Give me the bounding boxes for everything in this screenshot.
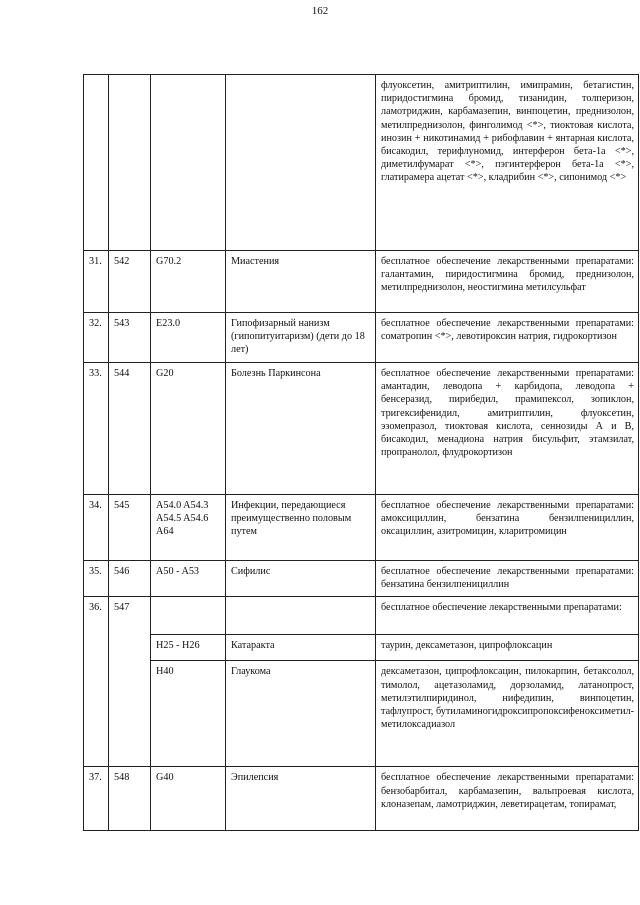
id-cell: 546 — [109, 561, 151, 597]
table-row — [84, 313, 639, 363]
number-cell: 32. — [84, 313, 109, 363]
number-cell: 33. — [84, 363, 109, 495]
drugs-cell: бесплатное обеспечение лекарственными препаратами: бензобарбитал, карбамазепин, вальпроевая кислота, клоназепам, ламотриджин, леветирацетам, топирамат, — [376, 767, 639, 831]
name-cell — [226, 75, 376, 251]
id-cell: 548 — [109, 767, 151, 831]
drugs-cell: бесплатное обеспечение лекарственными препаратами: соматропин <*>, левотироксин натрия, гидрокортизон — [376, 313, 639, 363]
code-cell: G20 — [151, 363, 226, 495]
drugs-cell: флуоксетин, амитриптилин, имипрамин, бетагистин, пиридостигмина бромид, тизанидин, толперизон, ламотриджин, карбамазепин, винпоцетин, преднизолон, метилпреднизолон, финголимод <*>, тиоктовая кислота, инозин + никотинамид + рибофлавин + янтарная кислота, бисакодил, терифлуномид, интерферон бета-1а <*>, диметилфумарат <*>, пэгинтерферон бета-1а <*>, глатирамера ацетат <*>, кладрибин <*>, сипонимод <*> — [376, 75, 639, 251]
number-cell: 34. — [84, 495, 109, 561]
code-cell: A50 - A53 — [151, 561, 226, 597]
code-cell: E23.0 — [151, 313, 226, 363]
code-cell: G40 — [151, 767, 226, 831]
name-cell: Болезнь Паркинсона — [226, 363, 376, 495]
code-cell: G70.2 — [151, 251, 226, 313]
drugs-cell: таурин, дексаметазон, ципрофлоксацин — [376, 635, 639, 661]
code-cell — [151, 597, 226, 635]
id-cell: 544 — [109, 363, 151, 495]
name-cell: Инфекции, передающиеся преимущественно половым путем — [226, 495, 376, 561]
table-row — [84, 251, 639, 313]
id-cell: 547 — [109, 597, 151, 767]
name-cell: Глаукома — [226, 661, 376, 767]
table-row — [84, 767, 639, 831]
drugs-cell: дексаметазон, ципрофлоксацин, пилокарпин, бетаксолол, тимолол, ацетазоламид, дорзоламид, латанопрост, метилэтилпиридинол, нифедипин, винпоцетин, тафлупрост, бутиламиногидроксипропоксифеноксиметил-метилоксадиазол — [376, 661, 639, 767]
table-row — [84, 561, 639, 597]
id-cell: 545 — [109, 495, 151, 561]
number-cell: 31. — [84, 251, 109, 313]
table-row — [84, 597, 639, 635]
name-cell — [226, 597, 376, 635]
number-cell — [84, 75, 109, 251]
drugs-cell: бесплатное обеспечение лекарственными препаратами: амоксициллин, бензатина бензилпенициллин, оксациллин, азитромицин, кларитромицин — [376, 495, 639, 561]
number-cell: 37. — [84, 767, 109, 831]
id-cell: 542 — [109, 251, 151, 313]
code-cell — [151, 75, 226, 251]
continuation-row — [84, 75, 639, 251]
code-cell: H40 — [151, 661, 226, 767]
drugs-cell: бесплатное обеспечение лекарственными препаратами: — [376, 597, 639, 635]
number-cell: 36. — [84, 597, 109, 767]
name-cell: Катаракта — [226, 635, 376, 661]
page-number: 162 — [311, 5, 329, 17]
id-cell: 543 — [109, 313, 151, 363]
table-subrow — [84, 635, 639, 661]
disease-drug-table — [83, 74, 639, 831]
table-row — [84, 363, 639, 495]
number-cell: 35. — [84, 561, 109, 597]
table-row — [84, 495, 639, 561]
drugs-cell: бесплатное обеспечение лекарственными препаратами: амантадин, леводопа + карбидопа, леводопа + бенсеразид, пирибедил, прамипексол, зопиклон, тригексифенидил, амитриптилин, флуоксетин, эзомепразол, тиоктовая кислота, сеннозиды А и В, бисакодил, менадиона натрия бисульфит, этамзилат, пропранолол, флудрокортизон — [376, 363, 639, 495]
name-cell: Эпилепсия — [226, 767, 376, 831]
drugs-cell: бесплатное обеспечение лекарственными препаратами: галантамин, пиридостигмина бромид, преднизолон, метилпреднизолон, неостигмина метилсульфат — [376, 251, 639, 313]
table-subrow — [84, 661, 639, 767]
code-cell: A54.0 A54.3 A54.5 A54.6 A64 — [151, 495, 226, 561]
name-cell: Миастения — [226, 251, 376, 313]
name-cell: Сифилис — [226, 561, 376, 597]
id-cell — [109, 75, 151, 251]
code-cell: H25 - H26 — [151, 635, 226, 661]
drugs-cell: бесплатное обеспечение лекарственными препаратами: бензатина бензилпенициллин — [376, 561, 639, 597]
name-cell: Гипофизарный нанизм (гипопитуитаризм) (дети до 18 лет) — [226, 313, 376, 363]
